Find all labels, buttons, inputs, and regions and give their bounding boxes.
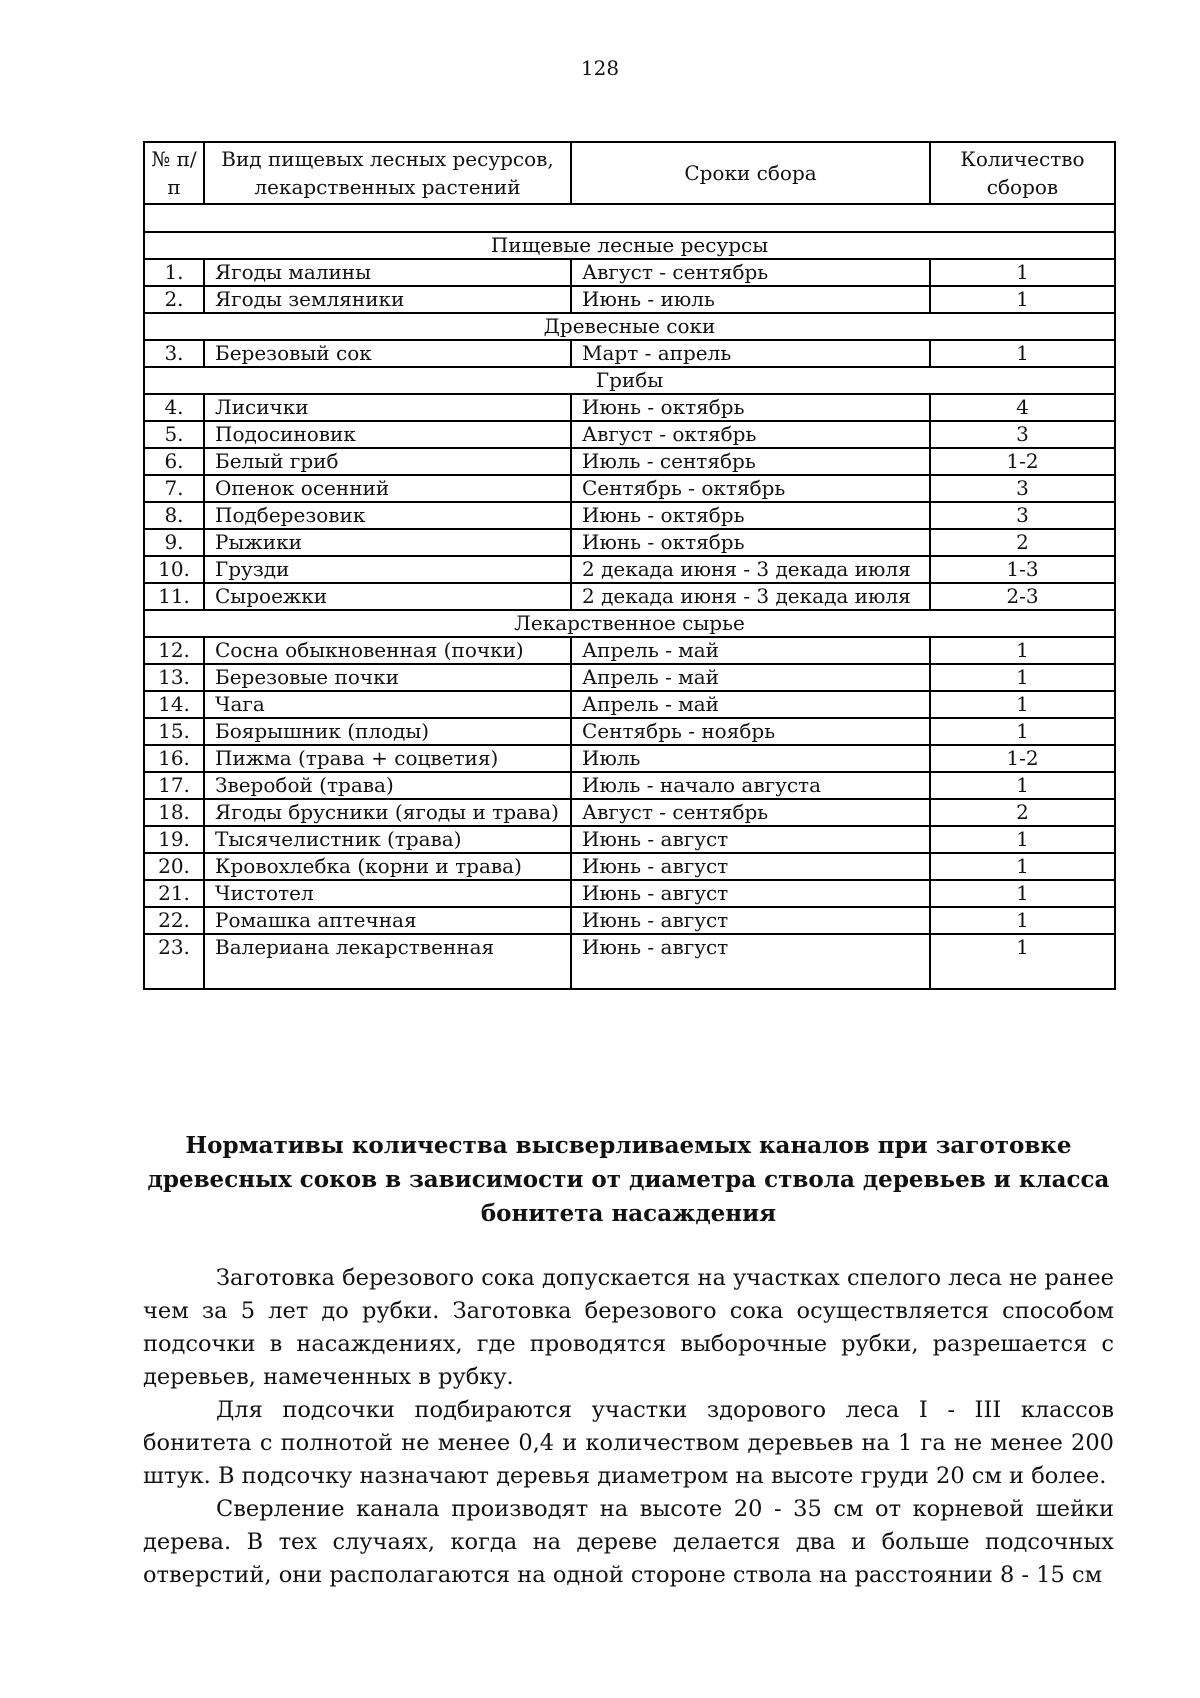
row-count: 2 xyxy=(930,799,1115,826)
row-period: Июнь - октябрь xyxy=(571,529,930,556)
section-title: Пищевые лесные ресурсы xyxy=(144,232,1115,259)
row-name: Кровохлебка (корни и трава) xyxy=(204,853,571,880)
row-count: 1-2 xyxy=(930,745,1115,772)
section-title: Лекарственное сырье xyxy=(144,610,1115,637)
table-row xyxy=(144,259,1115,286)
table-row xyxy=(144,880,1115,907)
table-row xyxy=(144,907,1115,934)
table-row xyxy=(144,583,1115,610)
table-row xyxy=(144,718,1115,745)
resources-table xyxy=(143,141,1116,990)
table-row xyxy=(144,529,1115,556)
row-count: 1 xyxy=(930,907,1115,934)
row-name: Грузди xyxy=(204,556,571,583)
row-period: Июль xyxy=(571,745,930,772)
row-count: 1 xyxy=(930,772,1115,799)
header-name: Вид пищевых лесных ресурсов, лекарственных растений xyxy=(204,142,571,204)
table-row xyxy=(144,745,1115,772)
row-number: 2. xyxy=(144,286,204,313)
row-name: Березовые почки xyxy=(204,664,571,691)
row-period: Июнь - октябрь xyxy=(571,394,930,421)
section-row xyxy=(144,313,1115,340)
row-period: Сентябрь - октябрь xyxy=(571,475,930,502)
page-number: 128 xyxy=(580,56,620,80)
section-row xyxy=(144,232,1115,259)
row-period: Июнь - август xyxy=(571,934,930,989)
row-name: Белый гриб xyxy=(204,448,571,475)
body-text xyxy=(143,1262,1114,1592)
row-period: Август - октябрь xyxy=(571,421,930,448)
row-period: 2 декада июня - 3 декада июля xyxy=(571,583,930,610)
header-count: Количество сборов xyxy=(930,142,1115,204)
row-number: 19. xyxy=(144,826,204,853)
table-row xyxy=(144,448,1115,475)
row-period: 2 декада июня - 3 декада июля xyxy=(571,556,930,583)
section-row xyxy=(144,367,1115,394)
section-title: Древесные соки xyxy=(144,313,1115,340)
table-row xyxy=(144,394,1115,421)
row-count: 1-3 xyxy=(930,556,1115,583)
row-number: 16. xyxy=(144,745,204,772)
row-period: Июнь - октябрь xyxy=(571,502,930,529)
row-number: 6. xyxy=(144,448,204,475)
paragraph: Заготовка березового сока допускается на участках спелого леса не ранее чем за 5 лет до рубки. Заготовка березового сока осуществляется способом подсочки в насаждениях, где проводятся выборочные рубки, разрешается с деревьев, намеченных в рубку. xyxy=(143,1265,1114,1390)
header-period: Сроки сбора xyxy=(571,142,930,204)
row-count: 1 xyxy=(930,664,1115,691)
table-row xyxy=(144,556,1115,583)
row-period: Июнь - август xyxy=(571,853,930,880)
row-period: Апрель - май xyxy=(571,637,930,664)
table-row xyxy=(144,421,1115,448)
row-period: Июнь - август xyxy=(571,880,930,907)
row-number: 15. xyxy=(144,718,204,745)
table-row xyxy=(144,691,1115,718)
table-header-row xyxy=(144,142,1115,204)
row-count: 2 xyxy=(930,529,1115,556)
table-row xyxy=(144,286,1115,313)
row-count: 1 xyxy=(930,286,1115,313)
row-period: Июнь - июль xyxy=(571,286,930,313)
row-number: 5. xyxy=(144,421,204,448)
row-number: 14. xyxy=(144,691,204,718)
table-row xyxy=(144,772,1115,799)
row-number: 8. xyxy=(144,502,204,529)
row-number: 7. xyxy=(144,475,204,502)
row-name: Подберезовик xyxy=(204,502,571,529)
row-name: Ягоды малины xyxy=(204,259,571,286)
paragraph: Для подсочки подбираются участки здорового леса I - III классов бонитета с полнотой не менее 0,4 и количеством деревьев на 1 га не менее 200 штук. В подсочку назначают деревья диаметром на высоте груди 20 см и более. xyxy=(143,1397,1114,1489)
row-period: Сентябрь - ноябрь xyxy=(571,718,930,745)
row-name: Лисички xyxy=(204,394,571,421)
row-count: 1 xyxy=(930,691,1115,718)
row-count: 3 xyxy=(930,475,1115,502)
paragraph: Сверление канала производят на высоте 20 - 35 см от корневой шейки дерева. В тех случаях, когда на дереве делается два и больше подсочных отверстий, они располагаются на одной стороне ствола на расстоянии 8 - 15 см xyxy=(143,1496,1114,1588)
row-number: 22. xyxy=(144,907,204,934)
table-row xyxy=(144,826,1115,853)
row-number: 12. xyxy=(144,637,204,664)
row-period: Июнь - август xyxy=(571,826,930,853)
row-count: 3 xyxy=(930,421,1115,448)
row-count: 1 xyxy=(930,718,1115,745)
row-count: 1 xyxy=(930,340,1115,367)
row-period: Июнь - август xyxy=(571,907,930,934)
table-row xyxy=(144,799,1115,826)
row-name: Чистотел xyxy=(204,880,571,907)
header-num: № п/п xyxy=(144,142,204,204)
row-count: 1 xyxy=(930,853,1115,880)
table-row xyxy=(144,637,1115,664)
row-period: Июль - начало августа xyxy=(571,772,930,799)
section-title: Грибы xyxy=(144,367,1115,394)
row-count: 2-3 xyxy=(930,583,1115,610)
table-row xyxy=(144,502,1115,529)
section-heading: Нормативы количества высверливаемых каналов при заготовке древесных соков в зависимости от диаметра ствола деревьев и класса бонитета насаждения xyxy=(147,1132,1110,1227)
row-count: 3 xyxy=(930,502,1115,529)
row-number: 17. xyxy=(144,772,204,799)
row-number: 13. xyxy=(144,664,204,691)
row-name: Валериана лекарственная xyxy=(204,934,571,989)
row-number: 9. xyxy=(144,529,204,556)
row-number: 1. xyxy=(144,259,204,286)
row-name: Зверобой (трава) xyxy=(204,772,571,799)
row-period: Август - сентябрь xyxy=(571,259,930,286)
row-number: 23. xyxy=(144,934,204,989)
row-number: 20. xyxy=(144,853,204,880)
row-name: Подосиновик xyxy=(204,421,571,448)
row-count: 1 xyxy=(930,259,1115,286)
row-number: 4. xyxy=(144,394,204,421)
table-body xyxy=(144,204,1115,989)
row-name: Пижма (трава + соцветия) xyxy=(204,745,571,772)
row-number: 21. xyxy=(144,880,204,907)
row-name: Ромашка аптечная xyxy=(204,907,571,934)
row-period: Март - апрель xyxy=(571,340,930,367)
row-name: Ягоды брусники (ягоды и трава) xyxy=(204,799,571,826)
row-period: Июль - сентябрь xyxy=(571,448,930,475)
row-number: 11. xyxy=(144,583,204,610)
row-period: Август - сентябрь xyxy=(571,799,930,826)
row-count: 1 xyxy=(930,826,1115,853)
row-count: 1 xyxy=(930,880,1115,907)
row-name: Березовый сок xyxy=(204,340,571,367)
row-period: Апрель - май xyxy=(571,691,930,718)
row-period: Апрель - май xyxy=(571,664,930,691)
row-number: 3. xyxy=(144,340,204,367)
blank-row xyxy=(144,204,1115,232)
section-row xyxy=(144,610,1115,637)
row-name: Боярышник (плоды) xyxy=(204,718,571,745)
row-name: Опенок осенний xyxy=(204,475,571,502)
row-name: Ягоды земляники xyxy=(204,286,571,313)
table-row xyxy=(144,664,1115,691)
table-row xyxy=(144,853,1115,880)
row-number: 18. xyxy=(144,799,204,826)
table-row xyxy=(144,340,1115,367)
row-count: 1 xyxy=(930,934,1115,989)
row-name: Рыжики xyxy=(204,529,571,556)
row-name: Чага xyxy=(204,691,571,718)
row-name: Сосна обыкновенная (почки) xyxy=(204,637,571,664)
row-count: 1-2 xyxy=(930,448,1115,475)
table-row xyxy=(144,475,1115,502)
row-count: 4 xyxy=(930,394,1115,421)
row-name: Сыроежки xyxy=(204,583,571,610)
row-number: 10. xyxy=(144,556,204,583)
table-row xyxy=(144,934,1115,989)
row-name: Тысячелистник (трава) xyxy=(204,826,571,853)
row-count: 1 xyxy=(930,637,1115,664)
